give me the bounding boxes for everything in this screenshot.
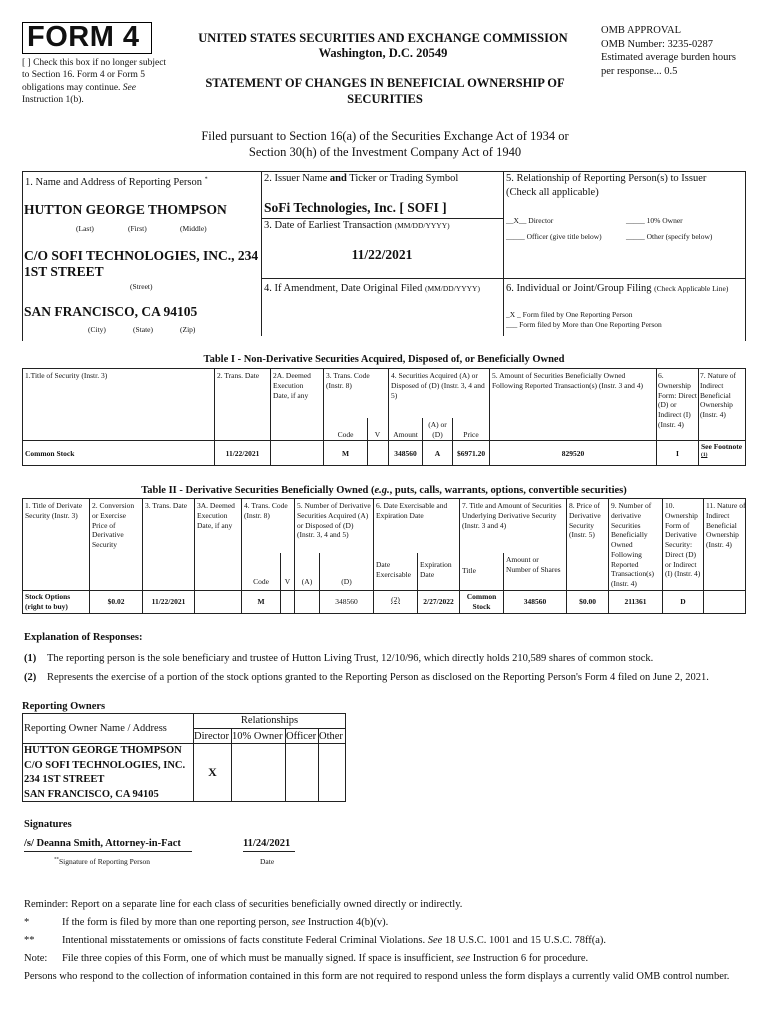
t1-price: $6971.20: [456, 449, 486, 458]
footnote-2-text: Represents the exercise of a portion of the stock options granted to the Reporting Person as disclosed on the Reporting Person's Form 4 filed on June 2, 2021.: [47, 672, 709, 683]
label-zip: (Zip): [180, 325, 196, 334]
footnote-1-num: (1): [24, 653, 37, 664]
date-label: Date: [260, 857, 275, 866]
omb-burden: Estimated average burden hours per response... 0.5: [601, 52, 736, 77]
checkbox-see: See: [122, 82, 136, 93]
t1-h1: 1.Title of Security (Instr. 3): [25, 371, 108, 380]
t1-h2a: 2A. Deemed Execution Date, if any: [273, 371, 311, 400]
t1-code: M: [341, 449, 350, 458]
t2-h6: 6. Date Exercisable and Expiration Date: [376, 501, 448, 520]
form-title-box: [22, 22, 152, 54]
t1-sub-code: Code: [337, 430, 354, 439]
agency-city: Washington, D.C. 20549: [318, 46, 448, 60]
t2-shares: 348560: [523, 597, 547, 606]
reminder: Reminder: Report on a separate line for each class of securities beneficially owned directly or indirectly.: [24, 899, 463, 910]
checkbox-note: [22, 57, 172, 106]
officer-checkbox[interactable]: _____ Officer (give title below): [506, 232, 602, 241]
signature-label: **Signature of Reporting Person: [54, 857, 151, 866]
t2-sub-d: (D): [341, 577, 352, 586]
t2-sub-exp: Expiration Date: [420, 560, 452, 579]
label-middle: (Middle): [180, 224, 207, 233]
omb-approval-title: OMB APPROVAL: [601, 25, 682, 36]
agency-name: UNITED STATES SECURITIES AND EXCHANGE COMMISSION: [198, 31, 568, 45]
box4-label: 4. If Amendment, Date Original Filed (MM/DD/YYYY): [264, 283, 480, 294]
t1-h4: 4. Securities Acquired (A) or Disposed of (D) (Instr. 3, 4 and 5): [391, 371, 485, 400]
t1-h2: 2. Trans. Date: [217, 371, 260, 380]
filed-pursuant: [100, 128, 670, 161]
t2-h8: 8. Price of Derivative Security (Instr. 5): [569, 501, 601, 540]
t2-sub-amt: Amount or Number of Shares: [506, 555, 561, 574]
footnote-2-link[interactable]: (2): [391, 595, 400, 604]
owners-col-relationships: Relationships: [240, 715, 299, 726]
t1-owned: 829520: [561, 449, 585, 458]
star1-mark: *: [24, 917, 30, 928]
owners-col-name: Reporting Owner Name / Address: [24, 723, 167, 734]
reporting-person-name: HUTTON GEORGE THOMPSON: [24, 202, 227, 217]
omb-approval: [601, 24, 751, 79]
director-checkbox[interactable]: __X__ Director: [506, 216, 554, 225]
t2-h9: 9. Number of derivative Securities Beneficially Owned Following Reported Transaction(s) (Instr. 4): [611, 501, 655, 588]
signature-name: /s/ Deanna Smith, Attorney-in-Fact: [24, 838, 181, 849]
t1-sub-amount: Amount: [393, 430, 418, 439]
box6-label: 6. Individual or Joint/Group Filing (Check Applicable Line): [506, 283, 729, 294]
t2-disposed: 348560: [335, 597, 358, 606]
t2-h2: 2. Conversion or Exercise Price of Derivative Security: [92, 501, 135, 549]
filed-pursuant-line1: Filed pursuant to Section 16(a) of the Securities Exchange Act of 1934 or: [201, 129, 569, 143]
persons-respond: Persons who respond to the collection of information contained in this form are not required to respond unless the form displays a currently valid OMB control number.: [24, 971, 730, 982]
t2-security-title: Stock Options (right to buy): [25, 592, 71, 611]
owners-title: Reporting Owners: [22, 701, 106, 712]
t1-sub-aord: (A) or (D): [428, 420, 447, 439]
signature-date: 11/24/2021: [243, 838, 291, 849]
t2-expiration: 2/27/2022: [423, 597, 454, 606]
t2-h3a: 3A. Deemed Execution Date, if any: [197, 501, 235, 530]
footnote-1-text: The reporting person is the sole beneficiary and trustee of Hutton Living Trust, 12/10/96, which directly holds 210,589 shares of common stock.: [47, 653, 654, 664]
owners-col-officer: Officer: [286, 731, 317, 742]
t2-sub-title: Title: [462, 566, 476, 575]
ten-percent-owner-checkbox[interactable]: _____ 10% Owner: [626, 216, 683, 225]
t2-h10: 10. Ownership Form of Derivative Security: Direct (D) or Indirect (I) (Instr. 4): [665, 501, 701, 579]
t1-h5: 5. Amount of Securities Beneficially Owned Following Reported Transaction(s) (Instr. 3 and 4): [492, 371, 644, 390]
t1-trans-date: 11/22/2021: [225, 449, 260, 458]
label-street: (Street): [130, 282, 153, 291]
explanation-title: Explanation of Responses:: [24, 632, 143, 643]
reporting-person-city: SAN FRANCISCO, CA 94105: [24, 304, 198, 319]
t1-sub-price: Price: [463, 430, 479, 439]
t1-h3: 3. Trans. Code (Instr. 8): [326, 371, 370, 390]
owners-col-ten: 10% Owner: [232, 731, 283, 742]
t2-deriv-price: $0.00: [579, 597, 596, 606]
note-label: Note:: [24, 953, 48, 964]
checkbox-text[interactable]: [ ] Check this box if no longer subject to Section 16. Form 4 or Form 5 obligations may continue.: [22, 58, 167, 93]
t1-ownership-form: I: [676, 449, 679, 458]
t2-h4: 4. Trans. Code (Instr. 8): [244, 501, 288, 520]
box2-label: 2. Issuer Name and Ticker or Trading Symbol: [264, 173, 459, 184]
t2-h1: 1. Title of Derivate Security (Instr. 3): [25, 501, 83, 520]
table2-title: Table II - Derivative Securities Beneficially Owned (e.g., puts, calls, warrants, options, convertible securities): [141, 485, 627, 496]
t2-code: M: [257, 597, 265, 606]
t1-security-title: Common Stock: [25, 449, 75, 458]
t1-nature: See Footnote $^{(1)}$: [701, 442, 743, 458]
multi-person-filing[interactable]: ___ Form filed by More than One Reporting Person: [506, 320, 662, 329]
checkbox-instruction: Instruction 1(b).: [22, 95, 84, 106]
issuer-name: SoFi Technologies, Inc. [ SOFI ]: [264, 200, 447, 215]
footnote-1-link[interactable]: (1): [701, 451, 708, 458]
t1-h6: 6. Ownership Form: Direct (D) or Indirect (I) (Instr. 4): [658, 371, 697, 429]
star2-mark: **: [24, 935, 35, 946]
star1-text: If the form is filed by more than one reporting person, see Instruction 4(b)(v).: [62, 917, 389, 928]
t2-h5: 5. Number of Derivative Securities Acquired (A) or Disposed of (D) (Instr. 3, 4 and 5): [297, 501, 371, 540]
t2-h11: 11. Nature of Indirect Beneficial Ownership (Instr. 4): [706, 501, 746, 549]
t2-ownership-form: D: [680, 597, 686, 606]
box1-label: 1. Name and Address of Reporting Person *: [25, 176, 208, 188]
signatures-title: Signatures: [24, 819, 72, 830]
t1-h7: 7. Nature of Indirect Beneficial Ownership (Instr. 4): [700, 371, 737, 419]
owners-col-other: Other: [319, 731, 343, 742]
t2-h3: 3. Trans. Date: [145, 501, 188, 510]
one-person-filing[interactable]: _X _ Form filed by One Reporting Person: [506, 310, 633, 319]
t2-owned: 211361: [624, 597, 647, 606]
omb-number: OMB Number: 3235-0287: [601, 38, 713, 50]
label-first: (First): [128, 224, 147, 233]
footnote-2-num: (2): [24, 672, 37, 683]
other-checkbox[interactable]: _____ Other (specify below): [626, 232, 713, 241]
label-state: (State): [133, 325, 153, 334]
t2-h7: 7. Title and Amount of Securities Underlying Derivative Security (Instr. 3 and 4): [462, 501, 562, 530]
owner-director-mark: X: [208, 765, 217, 779]
t2-sub-a: (A): [301, 577, 313, 586]
earliest-transaction-date: 11/22/2021: [351, 247, 413, 262]
t2-sub-exer: Date Exercisable: [376, 560, 411, 579]
label-city: (City): [88, 325, 106, 334]
t2-sub-code: Code: [253, 577, 269, 586]
filed-pursuant-line2: Section 30(h) of the Investment Company Act of 1940: [248, 145, 522, 160]
label-last: (Last): [76, 224, 94, 233]
owners-col-director: Director: [194, 731, 229, 742]
t2-trans-date: 11/22/2021: [151, 597, 186, 606]
t1-sub-v: V: [374, 430, 381, 439]
box5-label: 5. Relationship of Reporting Person(s) to Issuer (Check all applicable): [506, 173, 707, 198]
t1-a-or-d: A: [434, 449, 441, 458]
t1-amount: 348560: [394, 449, 417, 458]
t2-underlying-title: Common Stock: [466, 592, 497, 611]
table1-title: Table I - Non-Derivative Securities Acquired, Disposed of, or Beneficially Owned: [203, 354, 565, 365]
note-text: File three copies of this Form, one of which must be manually signed. If space is insufficient, see Instruction 6 for procedure.: [62, 953, 589, 964]
reporting-person-street: C/O SOFI TECHNOLOGIES, INC., 234 1ST STREET: [24, 248, 259, 279]
t2-sub-v: V: [284, 577, 291, 586]
box3-label: 3. Date of Earliest Transaction (MM/DD/YYYY): [264, 220, 450, 231]
form-title: FORM 4: [27, 21, 140, 53]
owner-address: HUTTON GEORGE THOMPSON C/O SOFI TECHNOLOGIES, INC. 234 1ST STREET SAN FRANCISCO, CA 94105: [24, 745, 186, 801]
statement-title: STATEMENT OF CHANGES IN BENEFICIAL OWNERSHIP OF SECURITIES: [205, 76, 565, 107]
t2-conversion-price: $0.02: [107, 597, 125, 606]
star2-text: Intentional misstatements or omissions of facts constitute Federal Criminal Violations. See 18 U.S.C. 1001 and 15 U.S.C. 78ff(a).: [62, 935, 607, 946]
